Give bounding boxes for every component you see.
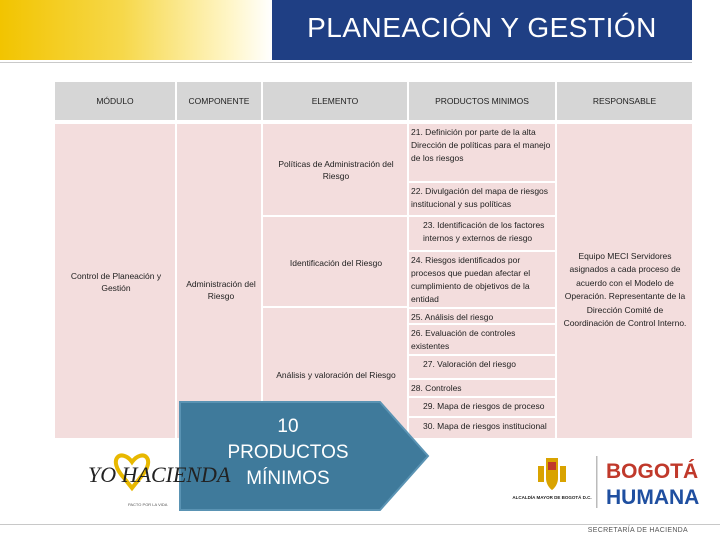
- footer-secretaria: SECRETARÍA DE HACIENDA: [587, 527, 688, 534]
- col-header-elemento: ELEMENTO: [263, 82, 407, 120]
- producto-21: 21. Definición por parte de la alta Dirección de políticas para el manejo de los riesgos: [409, 124, 555, 181]
- col-header-componente: COMPONENTE: [177, 82, 261, 120]
- alcaldia-crest-icon: [538, 458, 566, 490]
- producto-27: 27. Valoración del riesgo: [409, 356, 555, 378]
- col-header-modulo: MÓDULO: [55, 82, 175, 120]
- producto-24: 24. Riesgos identificados por procesos que puedan afectar el cumplimiento de objetivos de la entidad: [409, 252, 555, 307]
- modulo-text: Control de Planeación y Gestión: [70, 271, 162, 293]
- responsable-text: Equipo MECI Servidores asignados a cada proceso de acuerdo con el Modelo de Operación. Representante de la Dirección Comité de Coordinación de Control Interno.: [563, 250, 687, 328]
- callout-line-2: PRODUCTOS: [227, 442, 349, 463]
- elemento-analisis: Análisis y valoración del Riesgo: [276, 370, 396, 380]
- producto-23: 23. Identificación de los factores internos y externos de riesgo: [409, 217, 555, 250]
- yo-hacienda-logo: [84, 448, 231, 510]
- producto-25: 25. Análisis del riesgo: [409, 309, 555, 323]
- col-header-productos: PRODUCTOS MINIMOS: [409, 82, 555, 120]
- logo-divider: [596, 456, 598, 508]
- footer-divider: [0, 524, 720, 525]
- yo-hacienda-text: YO HACIENDA: [88, 462, 231, 487]
- producto-22: 22. Divulgación del mapa de riesgos institucional y sus políticas: [409, 183, 555, 215]
- col-header-responsable: RESPONSABLE: [557, 82, 692, 120]
- bogota-text: BOGOTÁ: [606, 460, 699, 483]
- bogota-humana-logo: [510, 452, 710, 512]
- producto-30: 30. Mapa de riesgos institucional: [409, 418, 555, 438]
- elemento-politicas: Políticas de Administración del Riesgo: [278, 159, 394, 181]
- callout-line-3: MÍNIMOS: [246, 468, 330, 489]
- producto-28: 28. Controles: [409, 380, 555, 396]
- componente-text: Administración del Riesgo: [186, 279, 256, 301]
- producto-29: 29. Mapa de riesgos de proceso: [409, 398, 555, 416]
- page-title: PLANEACIÓN Y GESTIÓN: [307, 12, 657, 43]
- humana-text: HUMANA: [606, 486, 700, 509]
- callout-line-1: 10: [277, 416, 299, 437]
- elemento-identificacion: Identificación del Riesgo: [289, 258, 383, 268]
- yo-hacienda-subtitle: PACTO POR LA VIDA: [128, 502, 168, 507]
- alcaldia-text: ALCALDÍA MAYOR DE BOGOTÁ D.C.: [512, 495, 592, 500]
- producto-26: 26. Evaluación de controles existentes: [409, 325, 555, 354]
